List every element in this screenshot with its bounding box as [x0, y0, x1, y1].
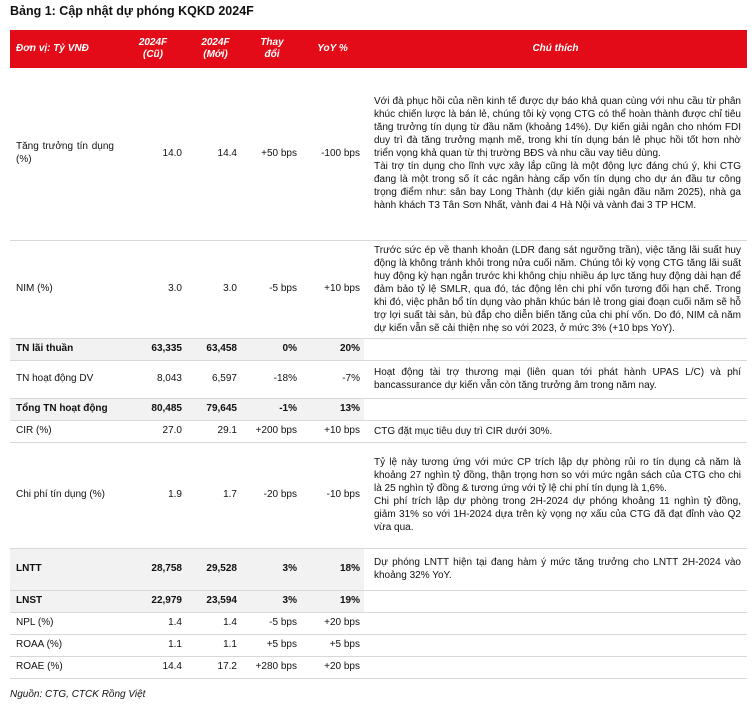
value-yoy: +5 bps [301, 634, 364, 656]
value-2024f-old: 14.0 [118, 68, 188, 240]
table-body [10, 68, 747, 678]
table-row [10, 634, 747, 656]
value-2024f-old: 80,485 [118, 398, 188, 420]
value-2024f-old: 8,043 [118, 360, 188, 398]
row-label: NIM (%) [10, 240, 118, 338]
table-row [10, 442, 747, 548]
table-row [10, 360, 747, 398]
row-label: Tổng TN hoạt động [10, 398, 118, 420]
row-note [364, 442, 747, 548]
value-2024f-new: 1.4 [188, 612, 243, 634]
value-2024f-new: 63,458 [188, 338, 243, 360]
value-2024f-new: 1.7 [188, 442, 243, 548]
note-paragraph: Chi phí trích lập dự phòng trong 2H-2024 dự phóng khoảng 11 nghìn tỷ đồng, giảm 31% so với 1H-2024 dựa trên kỳ vọng nợ xấu của CTG đã đạt đỉnh vào Q2 vừa qua. [374, 496, 741, 533]
value-yoy: 13% [301, 398, 364, 420]
header-2024f-old-year: 2024F [138, 37, 168, 48]
table-row [10, 548, 747, 590]
value-yoy: 19% [301, 590, 364, 612]
row-note [364, 240, 747, 338]
row-note [364, 590, 747, 612]
value-yoy: -100 bps [301, 68, 364, 240]
note-paragraph: Dự phóng LNTT hiện tại đang hàm ý mức tăng trưởng cho LNTT 2H-2024 vào khoảng 32% YoY. [374, 557, 741, 581]
value-change: 3% [243, 590, 301, 612]
value-2024f-new: 17.2 [188, 656, 243, 678]
header-change [243, 30, 301, 68]
row-label: LNST [10, 590, 118, 612]
value-2024f-old: 28,758 [118, 548, 188, 590]
table-row [10, 68, 747, 240]
table-row [10, 240, 747, 338]
note-paragraph: Trước sức ép về thanh khoản (LDR đang sát ngưỡng trần), việc tăng lãi suất huy động là không tránh khỏi trong nửa cuối năm. Chúng tôi kỳ vọng CTG tăng lãi suất huy động kỳ hạn ngắn trước khi không chịu nhiều áp lực tăng huy động dài hạn để đảm bảo tỷ lệ SMLR, qua đó, tác động lên chi phí vốn tương đối hạn chế. Trong khi đó, việc phân bổ tín dụng vào phân khúc bán lẻ trong giai đoạn cuối năm sẽ hỗ trợ lợi suất tài sản, bù đắp cho diễn biến tăng của chi phí vốn. Do đó, NIM cả năm dự kiến vẫn sẽ cải thiện nhẹ so với 2023, ở mức 3% (+10 bps YoY). [374, 244, 741, 334]
note-paragraph: Hoạt động tài trợ thương mại (liên quan tới phát hành UPAS L/C) và phí bancassurance dự kiến vẫn còn tăng trưởng âm trong năm nay. [374, 367, 741, 391]
forecast-table [10, 30, 747, 679]
note-paragraph: Với đà phục hồi của nền kinh tế được dự báo khả quan cùng với nhu cầu từ phân khúc chiến lược là bán lẻ, chúng tôi kỳ vọng CTG có thể hoàn thành được chỉ tiêu tăng trưởng tín dụng từ đầu năm (khoảng 14%). Dự kiến giải ngân cho nhóm FDI duy trì đà tăng trưởng mạnh mẽ, trong khi tín dụng bán lẻ phục hồi tốt hơn nhờ triển vọng khả quan từ thị trường BĐS và nhu cầu vay tiêu dùng. [374, 96, 741, 160]
value-yoy: +10 bps [301, 240, 364, 338]
row-label: ROAA (%) [10, 634, 118, 656]
value-yoy: -7% [301, 360, 364, 398]
row-note [364, 420, 747, 442]
table-row [10, 398, 747, 420]
header-2024f-new-tag: (Mới) [203, 49, 228, 60]
value-2024f-old: 1.4 [118, 612, 188, 634]
row-note [364, 548, 747, 590]
row-note [364, 338, 747, 360]
note-paragraph: Tài trợ tín dụng cho lĩnh vực xây lắp cũng là một động lực đáng chú ý, khi CTG đang là một trong số ít các ngân hàng cấp vốn tín dụng cho dự án đầu tư công trọng điểm như: sân bay Long Thành (dự kiến giải ngân đầu năm 2025), nhà ga hành khách T3 Tân Sơn Nhất, vành đai 4 Hà Nội và vành đai 3 TP HCM. [374, 161, 741, 212]
value-change: -1% [243, 398, 301, 420]
table-row [10, 420, 747, 442]
header-yoy: YoY % [317, 43, 348, 54]
value-2024f-old: 27.0 [118, 420, 188, 442]
row-note [364, 68, 747, 240]
value-2024f-old: 63,335 [118, 338, 188, 360]
row-note [364, 656, 747, 678]
value-2024f-old: 3.0 [118, 240, 188, 338]
row-label: LNTT [10, 548, 118, 590]
value-2024f-old: 1.1 [118, 634, 188, 656]
value-2024f-new: 79,645 [188, 398, 243, 420]
value-change: -5 bps [243, 612, 301, 634]
value-2024f-new: 3.0 [188, 240, 243, 338]
value-yoy: +10 bps [301, 420, 364, 442]
value-2024f-old: 14.4 [118, 656, 188, 678]
row-note [364, 398, 747, 420]
row-note [364, 612, 747, 634]
note-paragraph: CTG đặt mục tiêu duy trì CIR dưới 30%. [374, 425, 553, 437]
value-yoy: +20 bps [301, 656, 364, 678]
value-change: -20 bps [243, 442, 301, 548]
header-2024f-new-year: 2024F [201, 37, 230, 48]
value-2024f-new: 14.4 [188, 68, 243, 240]
header-2024f-new [188, 30, 243, 68]
value-change: 0% [243, 338, 301, 360]
value-yoy: +20 bps [301, 612, 364, 634]
row-label: Tăng trưởng tín dụng (%) [10, 68, 118, 240]
header-change-line2: đổi [264, 49, 280, 60]
value-2024f-old: 22,979 [118, 590, 188, 612]
value-yoy: 20% [301, 338, 364, 360]
value-2024f-new: 6,597 [188, 360, 243, 398]
row-label: NPL (%) [10, 612, 118, 634]
row-label: TN lãi thuần [10, 338, 118, 360]
header-change-line1: Thay [260, 37, 284, 48]
table-row [10, 612, 747, 634]
header-note: Chú thích [532, 43, 579, 54]
value-change: -18% [243, 360, 301, 398]
table-row [10, 338, 747, 360]
row-label: ROAE (%) [10, 656, 118, 678]
row-note [364, 634, 747, 656]
header-2024f-old-tag: (Cũ) [143, 49, 163, 60]
row-label: CIR (%) [10, 420, 118, 442]
table-row [10, 656, 747, 678]
table-row [10, 590, 747, 612]
value-change: +200 bps [243, 420, 301, 442]
value-change: -5 bps [243, 240, 301, 338]
table-title: Bảng 1: Cập nhật dự phóng KQKD 2024F [10, 4, 254, 18]
value-2024f-new: 29.1 [188, 420, 243, 442]
header-2024f-old [118, 30, 188, 68]
value-2024f-new: 29,528 [188, 548, 243, 590]
row-label: Chi phí tín dụng (%) [10, 442, 118, 548]
value-change: +50 bps [243, 68, 301, 240]
value-2024f-old: 1.9 [118, 442, 188, 548]
row-label: TN hoạt động DV [10, 360, 118, 398]
row-note [364, 360, 747, 398]
note-paragraph: Tỷ lệ này tương ứng với mức CP trích lập dự phòng rủi ro tín dụng cả năm là khoảng 27 nghìn tỷ đồng, thận trọng hơn so với mức ngân sách của CTG cho chi là 25 nghìn tỷ đồng & tương ứng với tỷ lệ chi phí tín dụng là 1,6%. [374, 457, 741, 494]
value-change: 3% [243, 548, 301, 590]
value-change: +5 bps [243, 634, 301, 656]
table-header-row [10, 30, 747, 68]
value-change: +280 bps [243, 656, 301, 678]
source-note: Nguồn: CTG, CTCK Rồng Việt [10, 689, 146, 700]
header-unit: Đơn vị: Tỷ VNĐ [16, 43, 89, 54]
value-yoy: 18% [301, 548, 364, 590]
value-2024f-new: 23,594 [188, 590, 243, 612]
value-yoy: -10 bps [301, 442, 364, 548]
value-2024f-new: 1.1 [188, 634, 243, 656]
